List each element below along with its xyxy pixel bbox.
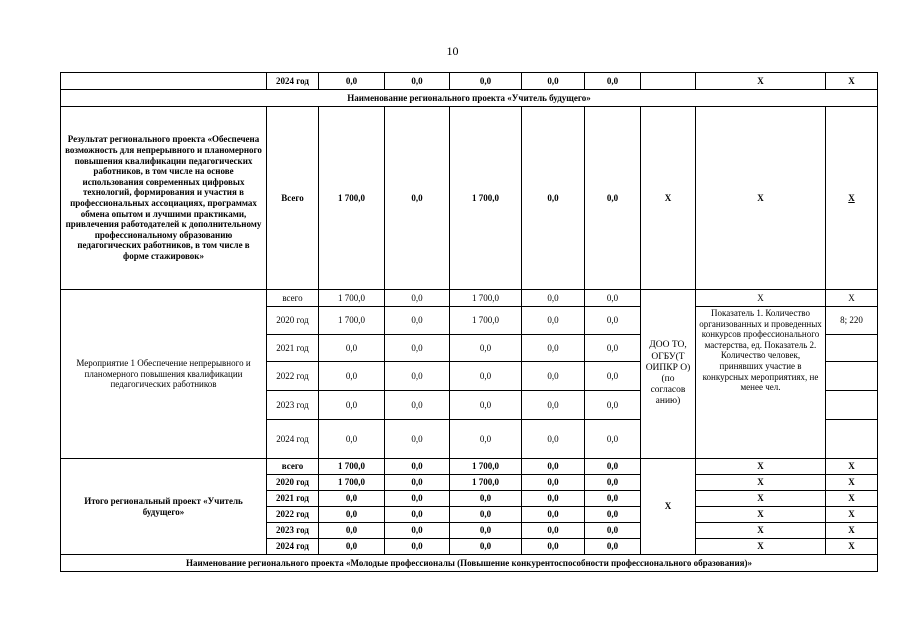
period-cell: Всего — [267, 107, 319, 290]
year-cell: всего — [267, 459, 319, 475]
year-cell: 2021 год — [267, 491, 319, 507]
value-cell: 0,0 — [385, 73, 450, 90]
value-cell: 0,0 — [385, 507, 450, 523]
indicator-cell: X — [696, 459, 826, 475]
value-cell: 0,0 — [385, 335, 450, 362]
result-row — [61, 107, 878, 290]
value-cell: 0,0 — [319, 507, 385, 523]
year-cell: 2020 год — [267, 307, 319, 335]
indicator-cell: X — [696, 107, 826, 290]
project-header-row — [61, 555, 878, 572]
table-row — [61, 290, 878, 307]
executor-cell: X — [641, 459, 696, 555]
indicator-cell: X — [696, 523, 826, 539]
value-cell: 0,0 — [319, 391, 385, 420]
value-cell: 0,0 — [585, 523, 641, 539]
page-number: 10 — [446, 44, 459, 58]
value-cell: 0,0 — [385, 475, 450, 491]
year-cell: 2023 год — [267, 523, 319, 539]
value-cell: 0,0 — [319, 335, 385, 362]
value-cell: 0,0 — [585, 507, 641, 523]
value-cell: 0,0 — [585, 107, 641, 290]
value-cell: 0,0 — [522, 491, 585, 507]
value-cell: 1 700,0 — [450, 290, 522, 307]
value-cell: 0,0 — [585, 420, 641, 459]
value-cell: 0,0 — [522, 475, 585, 491]
value-cell: 0,0 — [522, 307, 585, 335]
measure-title: Мероприятие 1 Обеспечение непрерывного и планомерного повышения квалификации педагогических работников — [61, 290, 267, 459]
indicator-value-cell: X — [826, 475, 878, 491]
value-cell: 0,0 — [450, 539, 522, 555]
value-cell: 0,0 — [450, 391, 522, 420]
value-cell: 0,0 — [585, 73, 641, 90]
empty-cell — [826, 362, 878, 391]
value-cell: 1 700,0 — [450, 475, 522, 491]
value-cell: 0,0 — [450, 362, 522, 391]
value-cell: 0,0 — [522, 420, 585, 459]
value-cell: 0,0 — [385, 307, 450, 335]
executor-cell: ДОО ТО, ОГБУ(Т ОИПКР О) (по согласов анию) — [641, 290, 696, 459]
year-cell: 2022 год — [267, 507, 319, 523]
value-cell: 0,0 — [450, 420, 522, 459]
value-cell: 0,0 — [585, 362, 641, 391]
indicator-cell: X — [696, 73, 826, 90]
value-cell: 0,0 — [522, 290, 585, 307]
executor-cell — [641, 73, 696, 90]
indicator-cell: X — [696, 290, 826, 307]
value-cell: 0,0 — [319, 73, 385, 90]
year-cell: 2024 год — [267, 420, 319, 459]
indicator-value-cell: X — [826, 290, 878, 307]
value-cell: 1 700,0 — [450, 459, 522, 475]
value-cell: 0,0 — [522, 523, 585, 539]
indicator-value-cell: X — [826, 107, 878, 290]
value-cell: 0,0 — [385, 420, 450, 459]
value-cell: 0,0 — [522, 107, 585, 290]
value-cell: 0,0 — [522, 507, 585, 523]
table-row — [61, 459, 878, 475]
value-cell: 0,0 — [585, 459, 641, 475]
executor-cell: X — [641, 107, 696, 290]
value-cell: 0,0 — [522, 539, 585, 555]
value-cell: 1 700,0 — [319, 290, 385, 307]
empty-cell — [61, 73, 267, 90]
value-cell: 0,0 — [450, 523, 522, 539]
value-cell: 0,0 — [319, 539, 385, 555]
value-cell: 0,0 — [585, 539, 641, 555]
value-cell: 0,0 — [450, 73, 522, 90]
value-cell: 1 700,0 — [450, 307, 522, 335]
value-cell: 0,0 — [522, 362, 585, 391]
value-cell: 0,0 — [385, 523, 450, 539]
budget-table — [60, 72, 878, 572]
indicator-cell: X — [696, 475, 826, 491]
indicator-value-cell: X — [826, 523, 878, 539]
indicator-value-cell: 8; 220 — [826, 307, 878, 335]
year-cell: 2022 год — [267, 362, 319, 391]
value-cell: 0,0 — [385, 290, 450, 307]
indicator-cell: X — [696, 507, 826, 523]
value-cell: 0,0 — [522, 73, 585, 90]
value-cell: 0,0 — [585, 391, 641, 420]
result-title: Результат регионального проекта «Обеспечена возможность для непрерывного и планомерного повышения квалификации педагогических работников, в том числе на основе использования современных цифровых технологий, формирования и участия в профессиональных ассоциациях, программах обмена опытом и лучшими практиками, привлечения работодателей к дополнительному профессиональному образованию педагогических работников, в том числе в форме стажировок» — [61, 107, 267, 290]
value-cell: 0,0 — [385, 107, 450, 290]
indicator-value-cell: X — [826, 507, 878, 523]
value-cell: 1 700,0 — [319, 307, 385, 335]
value-cell: 1 700,0 — [450, 107, 522, 290]
value-cell: 0,0 — [585, 491, 641, 507]
value-cell: 0,0 — [585, 475, 641, 491]
value-cell: 0,0 — [319, 420, 385, 459]
value-cell: 0,0 — [585, 290, 641, 307]
value-cell: 0,0 — [385, 391, 450, 420]
value-cell: 0,0 — [450, 335, 522, 362]
year-cell: всего — [267, 290, 319, 307]
value-cell: 0,0 — [522, 391, 585, 420]
table-row — [61, 73, 878, 90]
value-cell: 0,0 — [585, 335, 641, 362]
value-cell: 0,0 — [319, 362, 385, 391]
value-cell: 0,0 — [385, 459, 450, 475]
project-header: Наименование регионального проекта «Учитель будущего» — [61, 90, 878, 107]
value-cell: 0,0 — [450, 507, 522, 523]
empty-cell — [826, 420, 878, 459]
value-cell: 0,0 — [385, 539, 450, 555]
value-cell: 0,0 — [385, 362, 450, 391]
value-cell: 0,0 — [522, 335, 585, 362]
empty-cell — [826, 391, 878, 420]
indicator-cell: X — [696, 539, 826, 555]
year-cell: 2021 год — [267, 335, 319, 362]
value-cell: 0,0 — [585, 307, 641, 335]
indicator-value-cell: X — [826, 459, 878, 475]
total-title: Итого региональный проект «Учитель будущего» — [61, 459, 267, 555]
indicator-value-cell: X — [826, 73, 878, 90]
value-cell: 0,0 — [319, 491, 385, 507]
year-cell: 2023 год — [267, 391, 319, 420]
value-cell: 0,0 — [522, 459, 585, 475]
project-header: Наименование регионального проекта «Молодые профессионалы (Повышение конкурентоспособности профессионального образования)» — [61, 555, 878, 572]
year-cell: 2020 год — [267, 475, 319, 491]
indicator-value-cell: X — [826, 491, 878, 507]
indicators-text: Показатель 1. Количество организованных и проведенных конкурсов профессионального мастерства, ед. Показатель 2. Количество человек, принявших участие в конкурсных мероприятиях, не менее чел. — [696, 307, 826, 459]
year-cell: 2024 год — [267, 73, 319, 90]
year-cell: 2024 год — [267, 539, 319, 555]
value-cell: 1 700,0 — [319, 459, 385, 475]
project-header-row — [61, 90, 878, 107]
value-cell: 1 700,0 — [319, 107, 385, 290]
indicator-value-cell: X — [826, 539, 878, 555]
empty-cell — [826, 335, 878, 362]
value-cell: 0,0 — [319, 523, 385, 539]
value-cell: 1 700,0 — [319, 475, 385, 491]
value-cell: 0,0 — [385, 491, 450, 507]
value-cell: 0,0 — [450, 491, 522, 507]
indicator-cell: X — [696, 491, 826, 507]
